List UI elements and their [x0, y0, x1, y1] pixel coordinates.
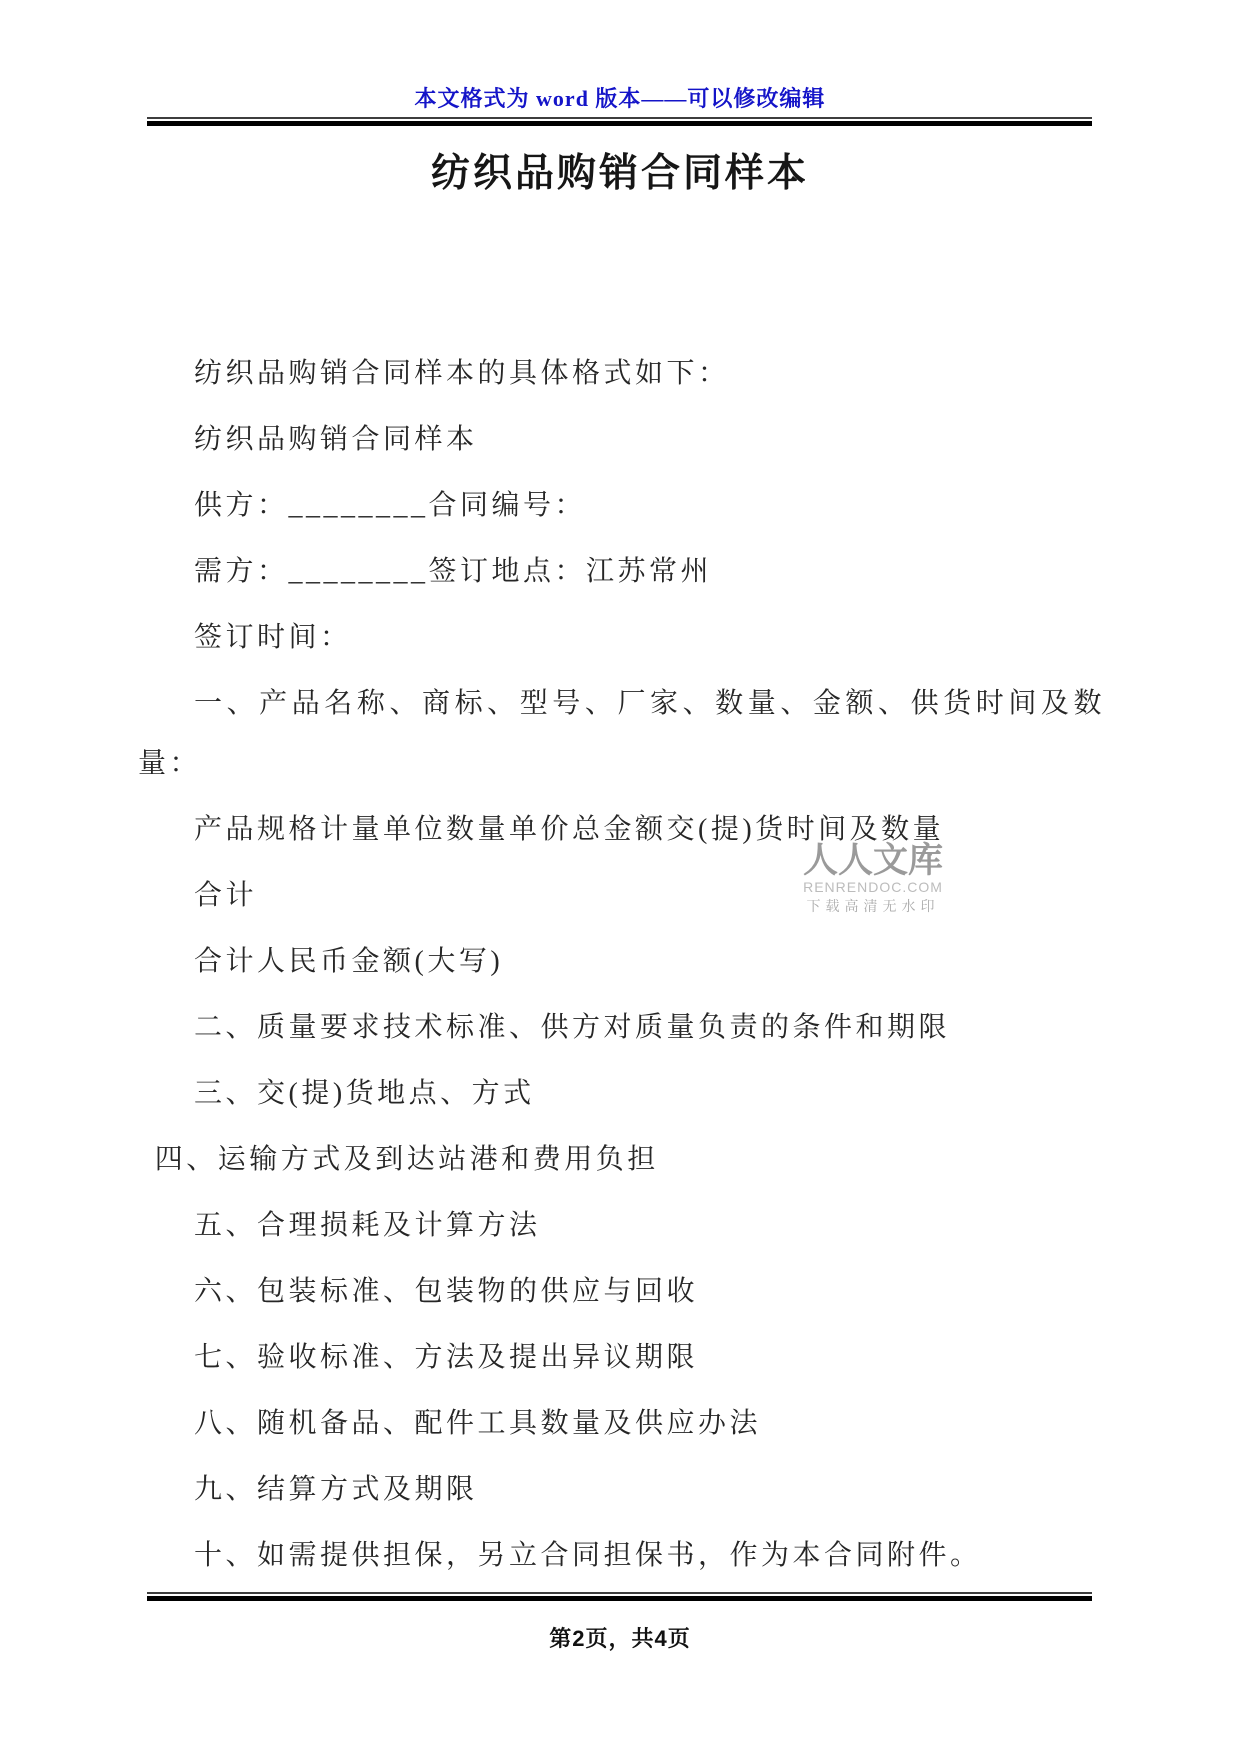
contract-paragraph: 二、质量要求技术标准、供方对质量负责的条件和期限 — [194, 1012, 951, 1043]
contract-paragraph: 量： — [138, 748, 202, 779]
contract-paragraph: 九、结算方式及期限 — [194, 1474, 478, 1505]
watermark-brand: 人人文库 — [802, 841, 943, 880]
header-rule-thin-line — [147, 117, 1092, 119]
contract-paragraph: 供方：________合同编号： — [194, 490, 587, 521]
contract-paragraph: 签订时间： — [194, 622, 352, 653]
watermark-domain: RENRENDOC.COM — [803, 879, 943, 895]
header-rule-thick-line — [147, 121, 1092, 126]
contract-paragraph: 十、如需提供担保，另立合同担保书，作为本合同附件。 — [194, 1540, 982, 1571]
contract-paragraph: 八、随机备品、配件工具数量及供应办法 — [194, 1408, 762, 1439]
page-number: 第2页，共4页 — [549, 1626, 691, 1651]
contract-paragraph: 合计人民币金额(大写) — [194, 946, 504, 977]
header-notice: 本文格式为 word 版本——可以修改编辑 — [414, 86, 826, 111]
contract-paragraph: 需方：________签订地点：江苏常州 — [194, 556, 713, 587]
header-rule — [147, 117, 1092, 126]
footer-rule-thin-line — [147, 1592, 1092, 1594]
contract-paragraph: 六、包装标准、包装物的供应与回收 — [194, 1276, 699, 1307]
watermark — [798, 843, 948, 914]
contract-paragraph: 纺织品购销合同样本 — [194, 424, 478, 455]
contract-paragraph: 产品规格计量单位数量单价总金额交(提)货时间及数量 — [194, 814, 945, 845]
contract-body — [138, 355, 1105, 1603]
footer-rule-thick-line — [147, 1596, 1092, 1601]
contract-paragraph: 五、合理损耗及计算方法 — [194, 1210, 541, 1241]
contract-paragraph: 纺织品购销合同样本的具体格式如下： — [194, 358, 730, 389]
contract-paragraph: 七、验收标准、方法及提出异议期限 — [194, 1342, 699, 1373]
contract-paragraph: 合计 — [194, 880, 258, 911]
watermark-tagline: 下载高清无水印 — [806, 898, 940, 914]
contract-paragraph: 三、交(提)货地点、方式 — [194, 1078, 535, 1109]
contract-paragraph: 四、运输方式及到达站港和费用负担 — [154, 1144, 659, 1175]
contract-paragraph: 一、产品名称、商标、型号、厂家、数量、金额、供货时间及数 — [194, 688, 1105, 719]
footer-rule — [147, 1592, 1092, 1601]
document-title: 纺织品购销合同样本 — [430, 152, 809, 195]
